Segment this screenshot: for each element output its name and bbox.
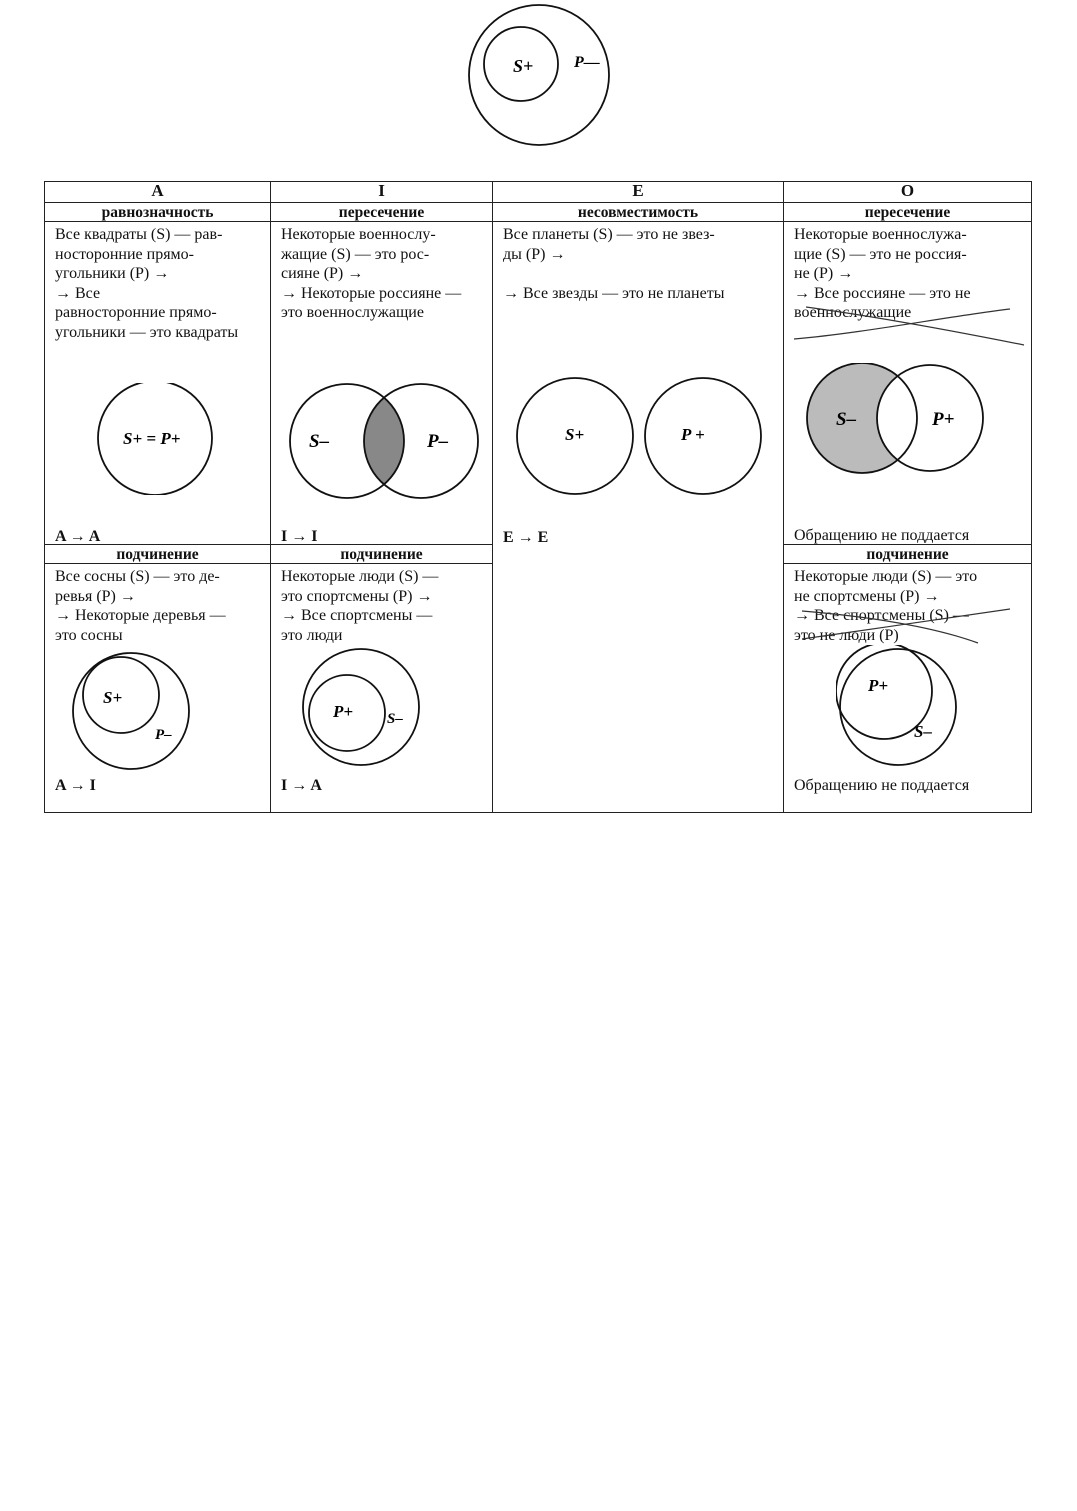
- type-label: несовместимость: [493, 203, 783, 222]
- judgment-conversion-table: [44, 181, 1032, 813]
- diagram-incompatibility: [513, 376, 769, 500]
- diagram-intersection: [287, 383, 483, 503]
- text-line: Некоторые военнослу-: [281, 226, 436, 243]
- cell-text: [271, 222, 492, 323]
- header-i: I: [271, 182, 493, 203]
- text-line: → Все звезды — это не планеты: [503, 284, 725, 302]
- s-label: S–: [836, 409, 857, 430]
- cell-text: [45, 564, 270, 645]
- top-euler-diagram: [465, 0, 615, 150]
- text-line: равносторонние прямо-: [55, 304, 217, 321]
- conversion-result: E → E: [503, 529, 549, 546]
- top-p-label: P—: [574, 54, 600, 71]
- text-line: ды (P) →: [503, 245, 566, 263]
- conversion-result: I → I: [281, 528, 318, 545]
- text-line: жащие (S) — это рос-: [281, 245, 430, 263]
- type-label: подчинение: [271, 545, 492, 564]
- text-line: Некоторые люди (S) —: [281, 568, 439, 585]
- text-line: Все планеты (S) — это не звез-: [503, 226, 715, 243]
- type-label: подчинение: [784, 545, 1031, 564]
- type-label: пересечение: [271, 203, 492, 222]
- text-line: сияне (P) →: [281, 265, 364, 282]
- text-line: не спортсмены (P) →: [794, 587, 940, 605]
- text-line: угольники (P) →: [55, 265, 170, 282]
- diagram-equivalence: [93, 383, 219, 495]
- p-label: P+: [868, 676, 889, 695]
- text-line: носторонние прямо-: [55, 245, 195, 263]
- header-e: E: [493, 182, 784, 203]
- type-label: подчинение: [45, 545, 270, 564]
- text-line: ревья (P) →: [55, 587, 136, 605]
- conversion-result: A → I: [55, 777, 96, 794]
- text-line: Все сосны (S) — это де-: [55, 568, 220, 585]
- text-line: не (P) →: [794, 265, 854, 282]
- conversion-result: I → A: [281, 777, 322, 794]
- p-label: P+: [333, 702, 354, 721]
- text-line: → Все спортсмены —: [281, 607, 433, 624]
- text-line: → Все россияне — это не: [794, 284, 971, 302]
- diagram-subordination: [836, 645, 960, 769]
- text-line: это сосны: [55, 626, 123, 644]
- cell-i-subordination: [271, 545, 493, 813]
- p-label: P–: [427, 431, 449, 452]
- top-s-label: S+: [513, 56, 534, 76]
- cell-o-intersection: [784, 203, 1032, 545]
- s-label: S–: [387, 711, 403, 727]
- type-label: равнозначность: [45, 203, 270, 222]
- text-line: → Все: [55, 284, 101, 302]
- strike-through-lines: [784, 303, 1032, 353]
- s-label: S–: [914, 722, 932, 741]
- text-line: это военнослужащие: [281, 304, 424, 321]
- p-label: P–: [155, 727, 172, 743]
- cell-e-incompatibility: [493, 203, 784, 813]
- cell-text: [493, 222, 783, 303]
- text-line: → Некоторые россияне —: [281, 284, 462, 302]
- conversion-result: Обращению не поддается: [794, 777, 970, 794]
- p-label: P+: [932, 409, 955, 430]
- text-line: Некоторые люди (S) — это: [794, 568, 978, 585]
- text-line: это не люди (P): [794, 626, 899, 644]
- cell-a-subordination: [45, 545, 271, 813]
- diagram-label: S+ = P+: [123, 429, 181, 448]
- header-a: A: [45, 182, 271, 203]
- text-line: → Некоторые деревья —: [55, 607, 226, 624]
- text-line: Некоторые военнослужа-: [794, 226, 967, 243]
- text-line: это спортсмены (P) →: [281, 587, 433, 605]
- conversion-result: Обращению не поддается: [794, 527, 970, 544]
- diagram-subordination: [299, 645, 423, 769]
- cell-a-equivalence: [45, 203, 271, 545]
- s-label: S–: [309, 431, 330, 452]
- text-line: щие (S) — это не россия-: [794, 245, 967, 263]
- text-line: Все квадраты (S) — рав-: [55, 226, 223, 243]
- s-label: S+: [565, 425, 585, 444]
- diagram-subordination: [71, 649, 195, 773]
- p-label: P +: [681, 425, 705, 444]
- text-line: военнослужащие: [794, 304, 912, 321]
- cell-text: [45, 222, 270, 342]
- cell-o-subordination: [784, 545, 1032, 813]
- text-line: → Все спортсмены (S) —: [794, 607, 969, 624]
- header-o: O: [784, 182, 1032, 203]
- s-label: S+: [103, 688, 123, 707]
- conversion-result: A → A: [55, 528, 101, 545]
- diagram-partial-intersection: [802, 363, 998, 477]
- text-line: угольники — это квадраты: [55, 323, 239, 341]
- cell-text: [271, 564, 492, 645]
- text-line: [503, 264, 773, 284]
- text-line: это люди: [281, 626, 343, 644]
- type-label: пересечение: [784, 203, 1031, 222]
- cell-i-intersection: [271, 203, 493, 545]
